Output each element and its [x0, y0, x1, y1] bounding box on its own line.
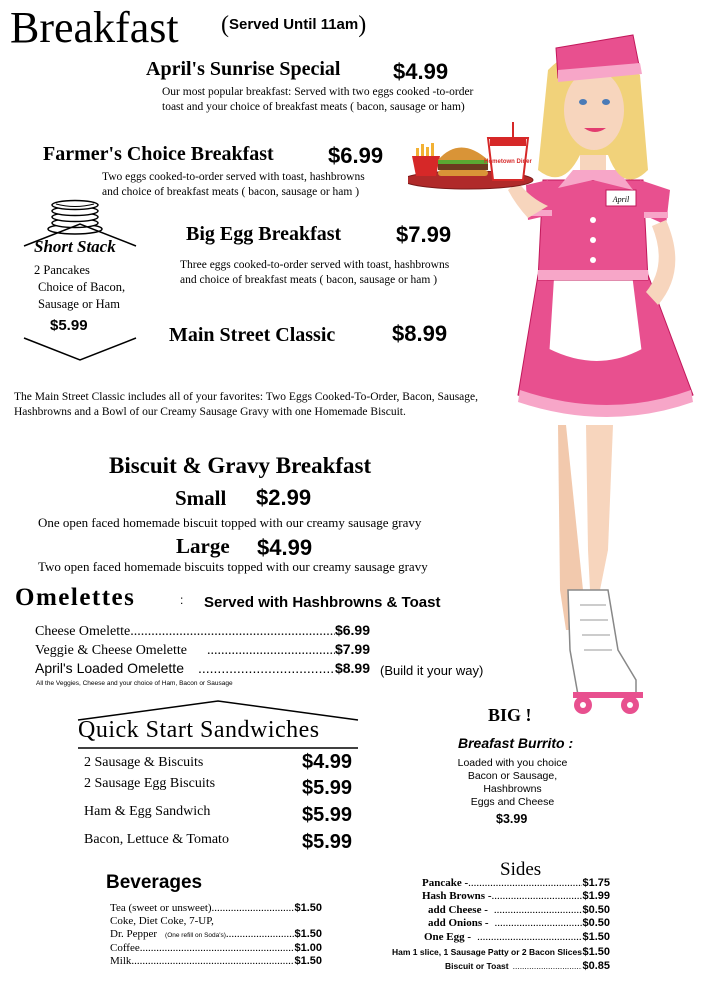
special-price: $4.99 [393, 59, 449, 84]
biscuit-title: Biscuit & Gravy Breakfast [109, 453, 372, 478]
side-row: Ham 1 slice, 1 Sausage Patty or 2 Bacon Slices $1.50 [392, 946, 610, 958]
build-it-note: (Build it your way) [380, 663, 484, 678]
burrito-line: Hashbrowns [483, 783, 542, 795]
burrito-line: Loaded with you choice [457, 757, 568, 769]
tray-icon [408, 122, 533, 189]
special-desc-line: Three eggs cooked-to-order served with toast, hashbrowns [180, 259, 450, 271]
beverage-row: Milk ..... $1.50 [110, 955, 322, 967]
side-row: add Onions - ..... $0.50 [428, 917, 610, 929]
waitress-illustration [408, 30, 708, 720]
sandwich-price: $5.99 [302, 804, 353, 826]
beverages-title: Beverages [106, 872, 203, 893]
burger-icon [438, 148, 488, 177]
beverage-row: Dr. Pepper (One refill on Soda's) ..... $1.50 [110, 928, 322, 940]
biscuit-small-desc: One open faced homemade biscuit topped with our creamy sausage gravy [38, 515, 422, 530]
burrito-line: Bacon or Sausage, [467, 770, 558, 782]
biscuit-large-desc: Two open faced homemade biscuits topped with our creamy sausage gravy [38, 559, 428, 574]
loaded-omelette-note: All the Veggies, Cheese and your choice of Ham, Bacon or Sausage [36, 680, 233, 687]
omelettes-subtitle: Served with Hashbrowns & Toast [204, 594, 441, 611]
special-desc-line: Two eggs cooked-to-order served with toast, hashbrowns [102, 171, 365, 183]
name-badge-text: April [612, 195, 630, 204]
omelettes-title: Omelettes [15, 584, 136, 611]
page-title: Breakfast [10, 3, 179, 52]
omelette-row: April's Loaded Omelette ..... $8.99 [35, 660, 370, 676]
side-row: add Cheese - ..... $0.50 [428, 904, 610, 916]
special-name: Main Street Classic [169, 324, 336, 346]
biscuit-large-label: Large [176, 534, 230, 558]
drink-cup-icon [484, 122, 532, 180]
waitress-hat-icon [556, 35, 642, 82]
sandwich-price: $4.99 [302, 751, 353, 773]
special-desc-line: and choice of breakfast meats ( bacon, sausage or ham ) [102, 186, 360, 198]
biscuit-small-price: $2.99 [256, 485, 312, 510]
fries-icon [412, 143, 440, 176]
special-name: April's Sunrise Special [146, 58, 341, 80]
short-stack-line: Choice of Bacon, [38, 280, 126, 294]
beverage-row: Tea (sweet or unsweet) ..... $1.50 [110, 902, 322, 914]
side-row: Pancake - ..... $1.75 [422, 877, 610, 889]
omelette-row: Cheese Omelette ..... $6.99 [35, 622, 370, 640]
special-price: $6.99 [328, 143, 384, 168]
roller-skate-icon [568, 590, 643, 714]
special-price: $8.99 [392, 321, 448, 346]
special-desc-line: toast and your choice of breakfast meats ( bacon, sausage or ham) [162, 101, 465, 113]
short-stack-price: $5.99 [50, 317, 88, 334]
burrito-title: Breafast Burrito : [458, 735, 574, 751]
sandwich-name: Ham & Egg Sandwich [84, 804, 211, 819]
sandwich-name: 2 Sausage & Biscuits [84, 755, 204, 770]
special-desc-line: The Main Street Classic includes all of your favorites: Two Eggs Cooked-To-Order, Bacon, Sausage, [14, 391, 478, 403]
side-row: Hash Browns - ..... $1.99 [422, 890, 610, 902]
omelettes-colon: : [180, 593, 184, 607]
special-desc-line: and choice of breakfast meats ( bacon, sausage or ham ) [180, 274, 438, 286]
short-stack-line: 2 Pancakes [34, 263, 90, 277]
biscuit-large-price: $4.99 [257, 535, 313, 560]
side-row: Biscuit or Toast ..... $0.85 [445, 960, 610, 972]
special-desc-line: Our most popular breakfast: Served with two eggs cooked -to-order [162, 86, 474, 98]
served-until: (Served Until 11am) [221, 12, 367, 38]
special-price: $7.99 [396, 222, 452, 247]
beverage-row: Coke, Diet Coke, 7-UP, [110, 915, 214, 927]
special-desc-line: Hashbrowns and a Bowl of our Creamy Sausage Gravy with one Homemade Biscuit. [14, 406, 406, 418]
biscuit-small-label: Small [175, 486, 227, 510]
burrito-price: $3.99 [496, 812, 528, 826]
beverage-row: Coffee ..... $1.00 [110, 942, 322, 954]
burrito-big: BIG ! [488, 705, 532, 725]
short-stack-line: Sausage or Ham [38, 297, 120, 311]
sandwich-name: Bacon, Lettuce & Tomato [84, 832, 229, 847]
sandwich-name: 2 Sausage Egg Biscuits [84, 776, 216, 791]
sandwiches-title: Quick Start Sandwiches [78, 717, 320, 743]
burrito-line: Eggs and Cheese [470, 796, 555, 808]
sandwich-price: $5.99 [302, 831, 353, 853]
sides-title: Sides [500, 859, 542, 880]
side-row: One Egg - ..... $1.50 [424, 931, 610, 943]
short-stack-title: Short Stack [34, 237, 116, 256]
special-name: Farmer's Choice Breakfast [43, 143, 274, 165]
special-name: Big Egg Breakfast [186, 223, 342, 245]
sandwich-price: $5.99 [302, 777, 353, 799]
omelette-row: Veggie & Cheese Omelette ..... $7.99 [35, 641, 370, 659]
cup-text: Hometown Diner [484, 159, 532, 165]
